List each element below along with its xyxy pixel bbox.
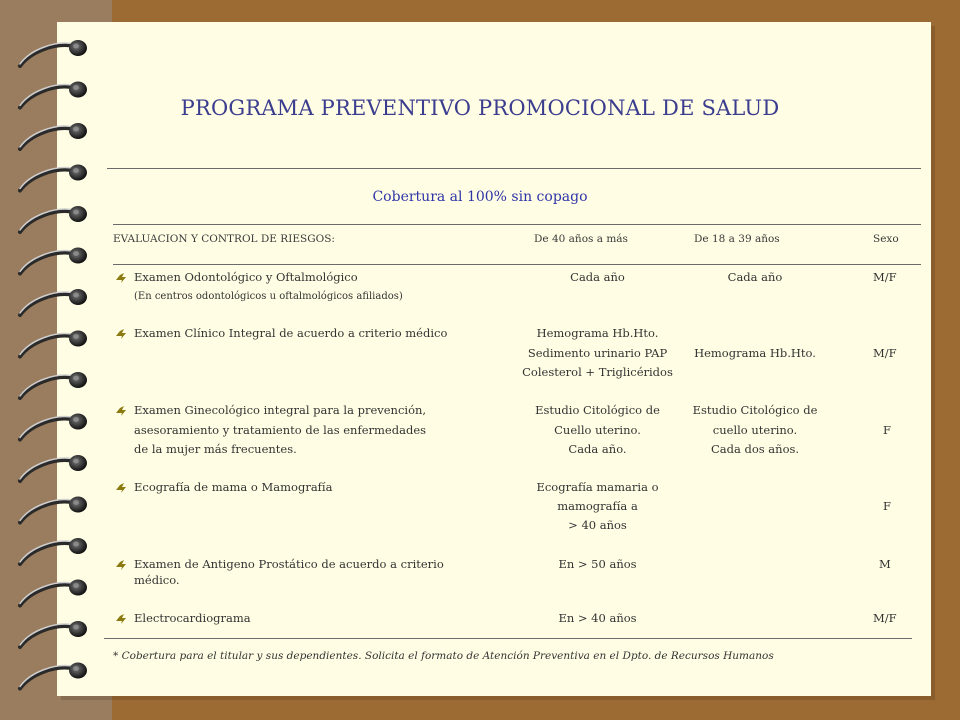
divider-header-bottom [113, 264, 921, 265]
row-prostata-label-1: Examen de Antigeno Prostático de acuerdo a criterio [134, 557, 444, 571]
row-clinico-col40-1: Hemograma Hb.Hto. [536, 326, 659, 340]
row-prostata-label-2: médico. [134, 573, 180, 587]
row-eco-col40-1: Ecografía mamaria o [536, 480, 659, 494]
row-clinico-label: Examen Clínico Integral de acuerdo a criterio médico [134, 326, 448, 340]
row-gineco-col40-3: Cada año. [568, 442, 627, 456]
row-clinico-col40-3: Colesterol + Triglicéridos [522, 365, 673, 379]
row-gineco-col18-2: cuello uterino. [712, 423, 798, 437]
row-ecg-col40: En > 40 años [558, 611, 637, 625]
row-odonto-note: (En centros odontológicos u oftalmológicos afiliados) [134, 291, 403, 302]
check-bullet-icon [115, 405, 127, 417]
row-odonto-label: Examen Odontológico y Oftalmológico [134, 270, 358, 284]
row-gineco-label-3: de la mujer más frecuentes. [134, 442, 297, 456]
divider-top [107, 168, 921, 169]
coverage-subtitle: Cobertura al 100% sin copago [372, 189, 588, 205]
row-clinico-col18: Hemograma Hb.Hto. [694, 346, 816, 360]
divider-footer [104, 638, 912, 639]
row-gineco-col40-2: Cuello uterino. [554, 423, 641, 437]
row-eco-col40-3: > 40 años [568, 518, 627, 532]
page-title: PROGRAMA PREVENTIVO PROMOCIONAL DE SALUD [180, 96, 780, 120]
row-gineco-label-2: asesoramiento y tratamiento de las enfermedades [134, 423, 427, 437]
row-eco-col40-2: mamografía a [557, 499, 638, 513]
row-gineco-col40-1: Estudio Citológico de [535, 403, 660, 417]
row-gineco-col18-1: Estudio Citológico de [692, 403, 818, 417]
row-odonto-sexo: M/F [873, 270, 897, 284]
row-gineco-col18-3: Cada dos años. [710, 442, 800, 456]
check-bullet-icon [115, 613, 127, 625]
check-bullet-icon [115, 482, 127, 494]
row-prostata-col40: En > 50 años [558, 557, 637, 571]
row-odonto-col40: Cada año [570, 270, 625, 284]
row-prostata-sexo: M [879, 557, 891, 571]
row-odonto-col18: Cada año [727, 270, 783, 284]
row-ecg-sexo: M/F [873, 611, 897, 625]
row-eco-sexo: F [883, 499, 891, 513]
row-gineco-sexo: F [883, 423, 891, 437]
header-18-39: De 18 a 39 años [694, 233, 780, 245]
header-40-mas: De 40 años a más [534, 233, 628, 245]
footnote: * Cobertura para el titular y sus dependientes. Solicita el formato de Atención Preventiva en el Dpto. de Recursos Humanos [113, 650, 774, 662]
row-clinico-col40-2: Sedimento urinario PAP [527, 346, 668, 360]
check-bullet-icon [115, 559, 127, 571]
header-sexo: Sexo [873, 233, 899, 245]
row-ecg-label: Electrocardiograma [134, 611, 251, 625]
header-evaluacion: EVALUACION Y CONTROL DE RIESGOS: [113, 233, 335, 245]
check-bullet-icon [115, 328, 127, 340]
divider-header-top [113, 224, 921, 225]
row-gineco-label-1: Examen Ginecológico integral para la prevención, [134, 403, 427, 417]
row-clinico-sexo: M/F [873, 346, 897, 360]
row-eco-label: Ecografía de mama o Mamografía [134, 480, 333, 494]
check-bullet-icon [115, 272, 127, 284]
